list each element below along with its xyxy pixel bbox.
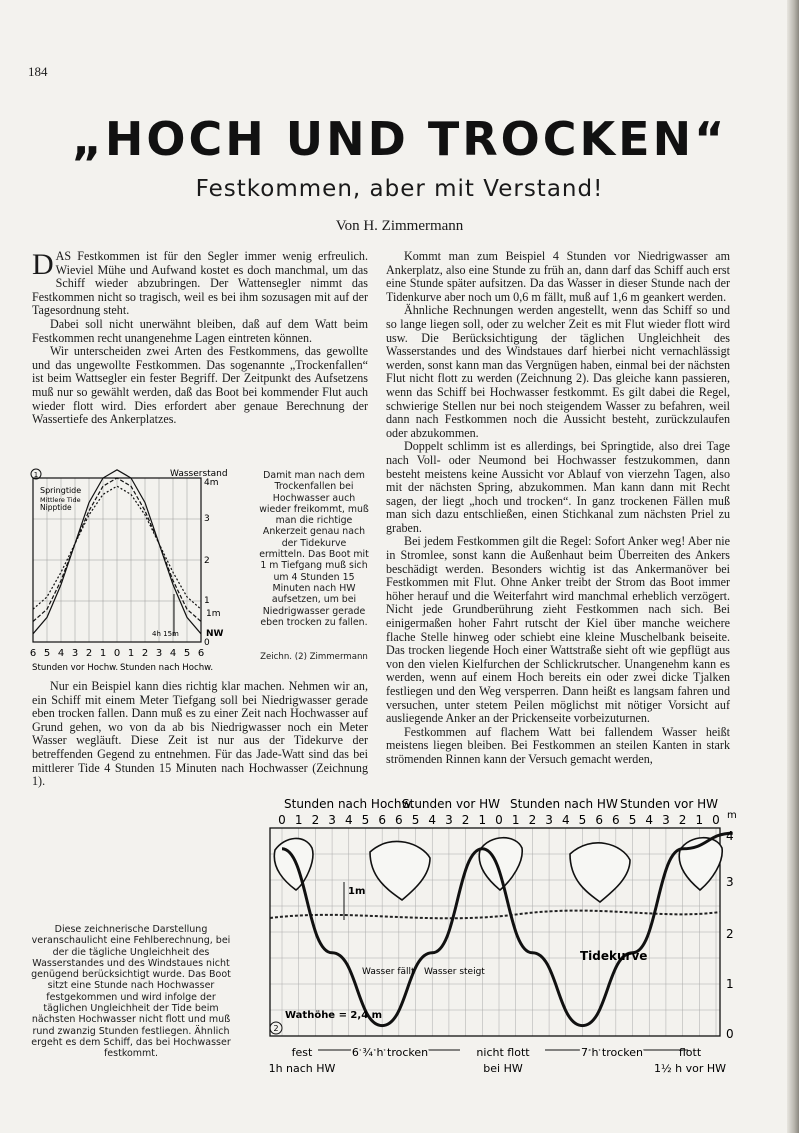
article-byline: Von H. Zimmermann [335,218,464,234]
fig2-x-tick: 0 [278,813,286,827]
fig2-x-tick: 5 [628,813,637,827]
fig2-x-tick: 6 [612,813,620,827]
fig2-bottom-label: 6 ¾ h trocken [351,1046,429,1059]
fig1-x-tick: 5 [43,648,51,659]
fig2-x-ticks [278,813,720,827]
fig1-duration-label: 4h 15m [152,630,179,638]
fig1-one-m-label: 1m [206,609,221,619]
fig2-top-label: Stunden vor HW [402,797,501,811]
fig2-bottom-label: nicht flott [476,1046,530,1059]
fig2-y-tick: 2 [726,927,734,941]
fig2-wathoehe-label: Wathöhe = 2,4 m [285,1010,383,1021]
fig2-top-label: Stunden nach Hochw. [284,797,415,811]
fig2-x-tick: 4 [561,813,570,827]
fig2-x-tick: 4 [428,813,437,827]
paragraph: Kommt man zum Beispiel 4 Stunden vor Niedrigwasser am Ankerplatz, also eine Stunde zu früh an, dann darf das Schiff auch erst eine Stunde später aufsitzen. Da das Wasser in dieser Stunde nach der Tidenkurve aber noch um 0,6 m fällt, muß auf 1,6 m geankert werden. [386,249,730,304]
fig1-nw-label: NW [206,629,224,639]
fig1-x-tick: 4 [169,648,177,659]
fig1-x-tick: 6 [29,648,37,659]
fig1-x-tick: 0 [113,648,121,659]
fig1-x-tick: 2 [85,648,93,659]
fig2-wasser-faellt: Wasser fällt [362,967,415,977]
fig1-x-tick: 4 [57,648,65,659]
fig2-x-tick: 0 [495,813,503,827]
fig2-x-tick: 5 [361,813,370,827]
figure-1-caption: Damit man nach dem Trockenfallen bei Hochwasser auch wieder freikommt, muß man die richtige Ankerzeit genau nach der Tidekurve ermitteln. Das Boot mit 1 m Tiefgang muß sich um 4 Stunden 15 Minuten nach HW aufsetzen, um bei Niedrigwasser gerade eben trocken zu fallen. [259,470,369,628]
fig2-x-tick: 4 [645,813,654,827]
figure-credit: Zeichn. (2) Zimmermann [260,652,368,662]
fig2-top-label: Stunden vor HW [620,797,719,811]
fig1-y-tick: 4m [204,478,219,488]
fig2-boat [570,843,630,902]
paragraph-text: AS Festkommen ist für den Segler immer wenig erfreulich. Wieviel Mühe und Aufwand kostet es doch manchmal, um das Schiff wieder abzubringen. Der Wattensegler nimmt das Festkommen nicht so tragisch, weil es bei ihm sozusagen mit auf der Tagesordnung steht. [32,249,368,318]
fig2-x-tick: 3 [662,813,670,827]
fig2-boat [370,841,430,900]
fig2-unit: m [727,810,737,821]
fig2-x-tick: 1 [294,813,303,827]
fig2-x-tick: 6 [595,813,603,827]
column-left-lower [32,680,368,789]
fig1-y-tick: 3 [204,514,210,524]
fig2-x-tick: 2 [528,813,537,827]
fig2-x-tick: 2 [311,813,320,827]
fig1-legend-nipptide: Nipptide [40,503,72,512]
fig1-wasserstand-label: Wasserstand [170,469,228,479]
fig2-bottom-label: 7 h trocken [580,1046,644,1059]
fig1-y-tick: 1 [204,596,210,606]
article-title: „HOCH UND TROCKEN“ [71,112,728,166]
fig1-x-label-left: Stunden vor Hochw. [32,663,119,672]
fig2-x-tick: 3 [328,813,336,827]
fig2-x-tick: 5 [411,813,420,827]
paragraph [32,250,368,318]
paragraph: Nur ein Beispiel kann dies richtig klar machen. Nehmen wir an, ein Schiff mit einem Meter Tiefgang soll bei Niedrigwasser gerade eben trocken fallen. Dann muß es zu einer Zeit nach Hochwasser auf Grund gehen, wo von da ab bis Niedrigwasser noch ein Meter Wasser wegläuft. Diese Zeit ist nur aus der Tidekurve der betreffenden Gegend zu entnehmen. Für das Jade-Watt sind das bei mittlerer Tide 4 Stunden 15 Minuten nach Hochwasser (Zeichnung 1). [32,679,368,789]
fig2-x-tick: 3 [445,813,453,827]
fig2-bottom-label: flott [678,1046,702,1059]
fig1-legend-springtide: Springtide [40,486,82,495]
paragraph: Ähnliche Rechnungen werden angestellt, wenn das Schiff so und so lange liegen soll, oder zu welcher Zeit es mit Flut wieder flott wird usw. Die Berücksichtigung der täglichen Ungleichheit des Wasserstandes und des Windstaues darf hierbei nicht vernachlässigt werden, sonst kann man das Vergnügen haben, einmal bei der nächsten Flut nicht flott zu werden (Zeichnung 2). Das gleiche kann passieren, wenn das Schiff bei Hochwasser festkommt. Es gilt dabei die Regel, schwierige Stellen nur bei noch steigendem Wasser zu befahren, weil dann nach Festkommen noch die Aussicht besteht, zurückzulaufen oder abzukommen. [386,303,730,440]
fig2-x-tick: 1 [478,813,487,827]
fig2-y-tick: 0 [726,1027,734,1041]
fig1-x-tick: 3 [71,648,79,659]
paragraph: Dabei soll nicht unerwähnt bleiben, daß auf dem Watt beim Festkommen recht unangenehme Lagen eintreten können. [32,316,368,345]
fig2-bottom-label: 1h nach HW [268,1062,336,1075]
fig2-x-tick: 5 [578,813,587,827]
fig2-wasser-steigt: Wasser steigt [424,967,485,977]
fig1-x-tick: 1 [127,648,135,659]
fig2-x-tick: 4 [344,813,353,827]
drop-cap: D [32,248,54,281]
fig1-x-tick: 2 [141,648,149,659]
fig1-y-tick: 2 [204,556,210,566]
article-subtitle: Festkommen, aber mit Verstand! [195,176,604,202]
fig2-y-tick: 3 [726,875,734,889]
fig2-one-m-label: 1m [348,886,366,897]
fig2-bottom-label: bei HW [483,1062,523,1075]
paragraph: Wir unterscheiden zwei Arten des Festkommens, das gewollte und das ungewollte Festkommen. Das sogenannte „Trockenfallen“ ist beim Wattsegler ein fester Begriff. Der Zeitpunkt des Aufsetzens muß nur so gewählt werden, daß das Boot bei kommender Flut auch wieder flott wird. Dies erfordert aber genaue Berechnung der Wassertiefe des Ankerplatzes. [32,344,368,427]
fig2-top-label: Stunden nach HW [510,797,618,811]
figure-2-caption: Diese zeichnerische Darstellung veranschaulicht eine Fehlberechnung, bei der die tägliche Ungleichheit des Wasserstandes und des Windstaues nicht genügend berücksichtigt wurde. Das Boot sitzt eine Stunde nach Hochwasser festgekommen und wird infolge der täglichen Ungleichheit der Tide beim nächsten Hochwasser nicht flott und muß rund zwanzig Stunden festliegen. Ähnlich ergeht es dem Schiff, das bei Hochwasser festkommt. [31,924,231,1060]
fig2-boat [274,838,313,890]
fig1-x-tick: 5 [183,648,191,659]
fig2-x-tick: 1 [695,813,704,827]
fig2-x-tick: 0 [712,813,720,827]
fig2-y-tick: 4 [726,829,734,843]
fig2-x-tick: 2 [678,813,687,827]
fig2-x-tick: 6 [378,813,386,827]
paragraph: Festkommen auf flachem Watt bei fallendem Wasser heißt meistens liegen bleiben. Bei Festkommen an steilen Kanten in stark strömenden Rinnen kann der Versuch gemacht werden, [386,724,730,766]
fig1-x-tick: 6 [197,648,205,659]
fig2-number: 2 [273,1024,279,1033]
column-left-upper [32,250,368,427]
fig1-y-tick: 0 [204,638,210,648]
fig1-x-tick: 3 [155,648,163,659]
fig1-number: 1 [33,471,39,479]
fig2-tidekurve-label: Tidekurve [580,949,648,963]
paragraph: Bei jedem Festkommen gilt die Regel: Sofort Anker weg! Aber nie in Stromlee, sonst kann die Außenhaut beim Überreiten des Ankers beschädigt werden. Besonders wichtig ist das Ankermanöver bei Festkommen mit Flut. Ohne Anker treibt der Strom das Boot immer höher herauf und die Weiterfahrt wird manchmal erheblich verzögert. Nicht jede Grundberührung zieht Festkommen nach sich. Bei einigermaßen hoher Fahrt rutscht der Kiel über manche weichere flache Stelle hinweg oder schiebt eine kleine Muschelbank beiseite. Das trocken liegende Hoch einer Wattstraße sieht oft wie gepflügt aus von den vielen Kielfurchen der Schlickrutscher. Unangenehm kann es werden, wenn auf einem Hoch bereits ein oder zwei dicke Tjalken festliegen und den Weg versperren. Dann heißt es langsam fahren und versuchen, unter stetem Peilen möglichst mit nötiger Vorsicht auf ausliegende Anker an der Prickenseite vorbeizuturnen. [386,534,730,726]
fig1-x-ticks [30,648,204,659]
fig2-x-tick: 2 [461,813,470,827]
fig1-x-tick: 1 [99,648,107,659]
figure-1-tide-chart [28,464,250,672]
page-number: 184 [28,64,48,79]
fig2-bottom-label: 1½ h vor HW [653,1062,727,1075]
fig2-bottom-label: fest [291,1046,313,1059]
paragraph: Doppelt schlimm ist es allerdings, bei Springtide, also drei Tage nach Voll- oder Neumond bei Hochwasser festzukommen, dann besteht meistens keine Aussicht vor Ablauf von vierzehn Tagen, also mit der nächsten Spring, abzukommen. Man kann dann mit Recht sagen, der liegt „hoch und trocken“. In ganz trockenen Fällen muß man sich dazu entschließen, einen Stichkanal zum nächsten Priel zu graben. [386,439,730,535]
fig2-x-tick: 6 [395,813,403,827]
column-right [386,250,730,767]
fig2-y-tick: 1 [726,977,734,991]
fig2-x-tick: 3 [545,813,553,827]
fig1-x-label-right: Stunden nach Hochw. [120,663,214,672]
fig1-legend-mittlere: Mittlere Tide [40,496,81,504]
fig2-x-tick: 1 [511,813,520,827]
